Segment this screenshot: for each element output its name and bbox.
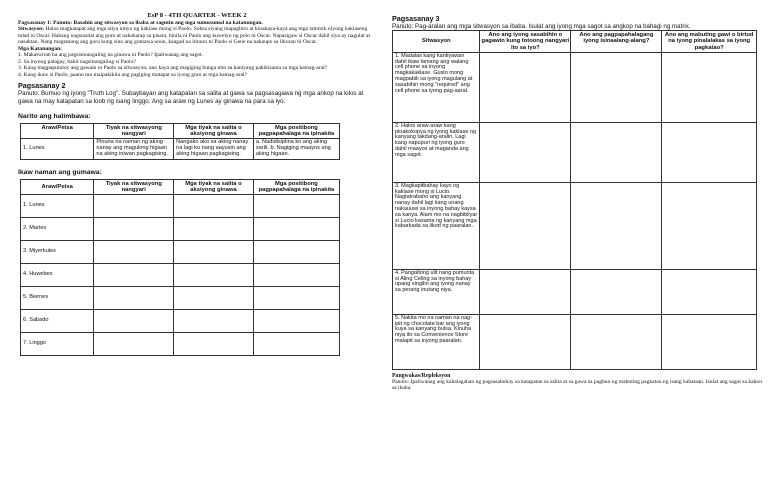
- answer-cell[interactable]: [174, 195, 254, 218]
- answer-cell[interactable]: [174, 218, 254, 241]
- answer-cell[interactable]: [571, 122, 662, 182]
- questions-title: Mga Katanungan:: [18, 45, 62, 52]
- matrix-header-row: [393, 31, 757, 53]
- table-row: [21, 287, 340, 310]
- page-title: EsP 8 - 4TH QUARTER - WEEK 2: [147, 12, 247, 19]
- table-row: [393, 314, 757, 369]
- header-day: Araw/Petsa: [21, 123, 94, 138]
- truth-log-header-row: [21, 179, 340, 194]
- situation-label: Sitwasyon:: [18, 26, 45, 33]
- table-row: [393, 122, 757, 182]
- answer-cell[interactable]: [94, 333, 174, 356]
- table-row: [21, 241, 340, 264]
- example-header-row: [21, 123, 340, 138]
- closing-title: Pangwakas/Repleksyon: [392, 372, 451, 379]
- activity3-title: Pagsasanay 3: [392, 14, 440, 23]
- answer-cell[interactable]: [662, 314, 757, 369]
- situation-1: 1. Madalas kang kantiyawan dahil ikaw lamang ang walang cell phone sa inyong magkakaklase. Gusto mong magpabili sa iyong magulang at sasabihin mong "required" ang cell phone sa iyong pag-aaral.: [393, 52, 480, 122]
- answer-cell[interactable]: [174, 333, 254, 356]
- example-situation: Pinuna na naman ng aking nanay ang magulong higaan na aking iniwan pagkagising.: [94, 139, 174, 160]
- header-values: Mga positibong pagpapahalaga na ipinakita: [253, 123, 339, 138]
- answer-cell[interactable]: [253, 287, 339, 310]
- answer-cell[interactable]: [174, 264, 254, 287]
- answer-cell[interactable]: [571, 269, 662, 314]
- table-row: [21, 218, 340, 241]
- answer-cell[interactable]: [480, 314, 571, 369]
- header-values: Mga positibong pagpapahalaga na ipinakita: [253, 179, 339, 194]
- activity1-intro: Pagsasanay 1: Panuto: Basahin ang sitwasyon sa ibaba at sagutin ang mga sumusunod na katanungan.: [18, 20, 263, 26]
- day-miyerkules: 3. Miyerkules: [21, 241, 94, 264]
- answer-cell[interactable]: [253, 310, 339, 333]
- example-day: 1. Lunes: [21, 139, 94, 160]
- answer-cell[interactable]: [94, 241, 174, 264]
- header-value: Ano ang pagpapahalagang iyong isinaalang-alang?: [571, 31, 662, 53]
- truth-log-table: [20, 179, 340, 356]
- answer-cell[interactable]: [94, 195, 174, 218]
- header-action: Mga tiyak na salita o aksiyong ginawa: [174, 123, 254, 138]
- table-row: [21, 333, 340, 356]
- header-virtue: Ano ang mabuting gawi o birtud na iyong pinalalakas sa iyong pagkatao?: [662, 31, 757, 53]
- answer-cell[interactable]: [94, 287, 174, 310]
- example-table: [20, 123, 340, 160]
- left-page: [18, 12, 376, 356]
- example-row: [21, 139, 340, 160]
- header-situation: Tiyak na sitwasyong nangyari: [94, 123, 174, 138]
- table-row: [21, 264, 340, 287]
- table-row: [393, 52, 757, 122]
- day-huwebes: 4. Huwebes: [21, 264, 94, 287]
- question-1: 1. Makatwiran ba ang pagsisinungaling na ginawa ni Paolo? Ipaliwanag ang sagot.: [18, 52, 204, 59]
- answer-cell[interactable]: [253, 333, 339, 356]
- question-3: 3. Kung magpaputuloy ang gawain ni Paolo sa sitwasyon, ano kaya ang magiging bunga nito sa kaniyang pakikisama sa mga kamag-aral?: [18, 65, 328, 72]
- answer-cell[interactable]: [174, 287, 254, 310]
- table-row: [393, 182, 757, 269]
- answer-cell[interactable]: [253, 195, 339, 218]
- example-action: Nangako ako sa aking nanay na lagi ko nang aayusin ang aking higaan pagkagising.: [174, 139, 254, 160]
- table-row: [393, 269, 757, 314]
- activity2-title: Pagsasanay 2: [18, 81, 66, 91]
- question-2: 2. Sa inyong palagay, bakit nagsinungaling si Paolo?: [18, 58, 136, 65]
- situation-3: 3. Magkapitbahay kayo ng kaklase mong si Lucio. Nagtatrabaho ang kanyang nanay dahil lagi kang unang nakauuwi sa inyong bahay kaysa sa kanya. Alam mo na nagbibilyar si Lucio kasama ng kanyang mga kabarkada sa likod ng paaralan.: [393, 182, 480, 269]
- answer-cell[interactable]: [253, 264, 339, 287]
- answer-cell[interactable]: [480, 122, 571, 182]
- answer-cell[interactable]: [480, 269, 571, 314]
- answer-cell[interactable]: [662, 269, 757, 314]
- answer-cell[interactable]: [662, 182, 757, 269]
- answer-cell[interactable]: [571, 52, 662, 122]
- activity2-instructions: Panuto: Bumuo ng iyong "Truth Log". Subaybayan ang katapatan sa salita at gawa sa pagsasagawa ng mga ankop na kilos at gawa na may katapatan sa loob ng isang linggo. Ang sa araw ng Lunes ay ginawa na para sa iyo.: [18, 90, 364, 105]
- answer-cell[interactable]: [662, 52, 757, 122]
- answer-cell[interactable]: [571, 314, 662, 369]
- header-action: Mga tiyak na salita o aksiyong ginawa: [174, 179, 254, 194]
- day-lunes: 1. Lunes: [21, 195, 94, 218]
- answer-cell[interactable]: [174, 241, 254, 264]
- situations-matrix: [392, 30, 757, 370]
- day-martes: 2. Martes: [21, 218, 94, 241]
- answer-cell[interactable]: [94, 264, 174, 287]
- answer-cell[interactable]: [94, 218, 174, 241]
- situation-paragraph: [18, 26, 376, 45]
- closing-instructions: Panuto: Ipaliwanag ang kahalagahan ng pagsasabuhay sa katapatan sa salita at sa gawa sa pagbuo ng mabuting pagkatao ng isang kabataan. Isulat ang sagot sa kahon sa ibaba.: [392, 378, 763, 392]
- activity3-instructions: Panuto: Pag-aralan ang mga sitwasyon sa ibaba. Isulat ang iyong mga sagot sa angkop na bahagi ng matrix.: [392, 23, 691, 30]
- situation-2: 2. Halos araw-araw kang pinakokopya ng iyong kaklase ng kanyang takdang-aralin. Lagi kang napupuri ng iyong guro dahil maayos at maganda ang mga sagot.: [393, 122, 480, 182]
- your-turn-title: Ikaw naman ang gumawa:: [18, 168, 102, 176]
- table-row: [21, 195, 340, 218]
- answer-cell[interactable]: [662, 122, 757, 182]
- answer-cell[interactable]: [480, 182, 571, 269]
- header-situation: Tiyak na sitwasyong nangyari: [94, 179, 174, 194]
- example-title: Narito ang halimbawa:: [18, 112, 91, 120]
- example-values: a. Nadidisiplina ko ang aking sarili. b. Nagiging maayos ang aking higaan.: [253, 139, 339, 160]
- answer-cell[interactable]: [174, 310, 254, 333]
- day-sabado: 6. Sabado: [21, 310, 94, 333]
- table-row: [21, 310, 340, 333]
- header-response: Ano ang iyong sasabihin o gagawin kung totoong nangyari ito sa iyo?: [481, 32, 570, 51]
- answer-cell[interactable]: [253, 241, 339, 264]
- header-situation: Sitwasyon: [393, 31, 480, 53]
- day-linggo: 7. Linggo: [21, 333, 94, 356]
- situation-5: 5. Nakita mo na naman na nag-ipit ng chocolate bar ang iyong kuya sa kanyang bulsa. Kinuha niya ito sa Convenience Store malapit sa inyong paaralan.: [393, 314, 480, 369]
- answer-cell[interactable]: [253, 218, 339, 241]
- right-page: [392, 14, 762, 392]
- answer-cell[interactable]: [480, 52, 571, 122]
- answer-cell[interactable]: [94, 310, 174, 333]
- question-4: 4. Kung ikaw si Paolo, paano mo maipakikita ang pagiging matapat sa iyong guro at mga kamag-aral?: [18, 71, 247, 78]
- situation-text: Halos magkatapat ang mga silya ninyo ng kaklase mong si Paolo. Sobra siyang mapagbiro at kinakaya-kaya ang mga tahimik niyong kaklaseng tulad ni Oscar. Habang nagsusulat ang guro at nakaharap sa pisara, hinila ni Paolo ang kuwelyo ng polo ni Oscar. Napasigaw si Oscar dahil siya ay nagulat at nasaktan. Nang magtanong ang guro kung sino ang gumawa noon, kaagad na itinuro ni Paolo si Gene na nakaupo sa likuran ni Oscar.: [18, 26, 371, 46]
- day-biernes: 5. Biernes: [21, 287, 94, 310]
- header-day: Araw/Petsa: [21, 179, 94, 194]
- answer-cell[interactable]: [571, 182, 662, 269]
- situation-4: 4. Pangatlong ulit nang pumunta si Aling Celing sa inyong bahay upang singilin ang iyong nanay sa perang inutang niya.: [393, 269, 480, 314]
